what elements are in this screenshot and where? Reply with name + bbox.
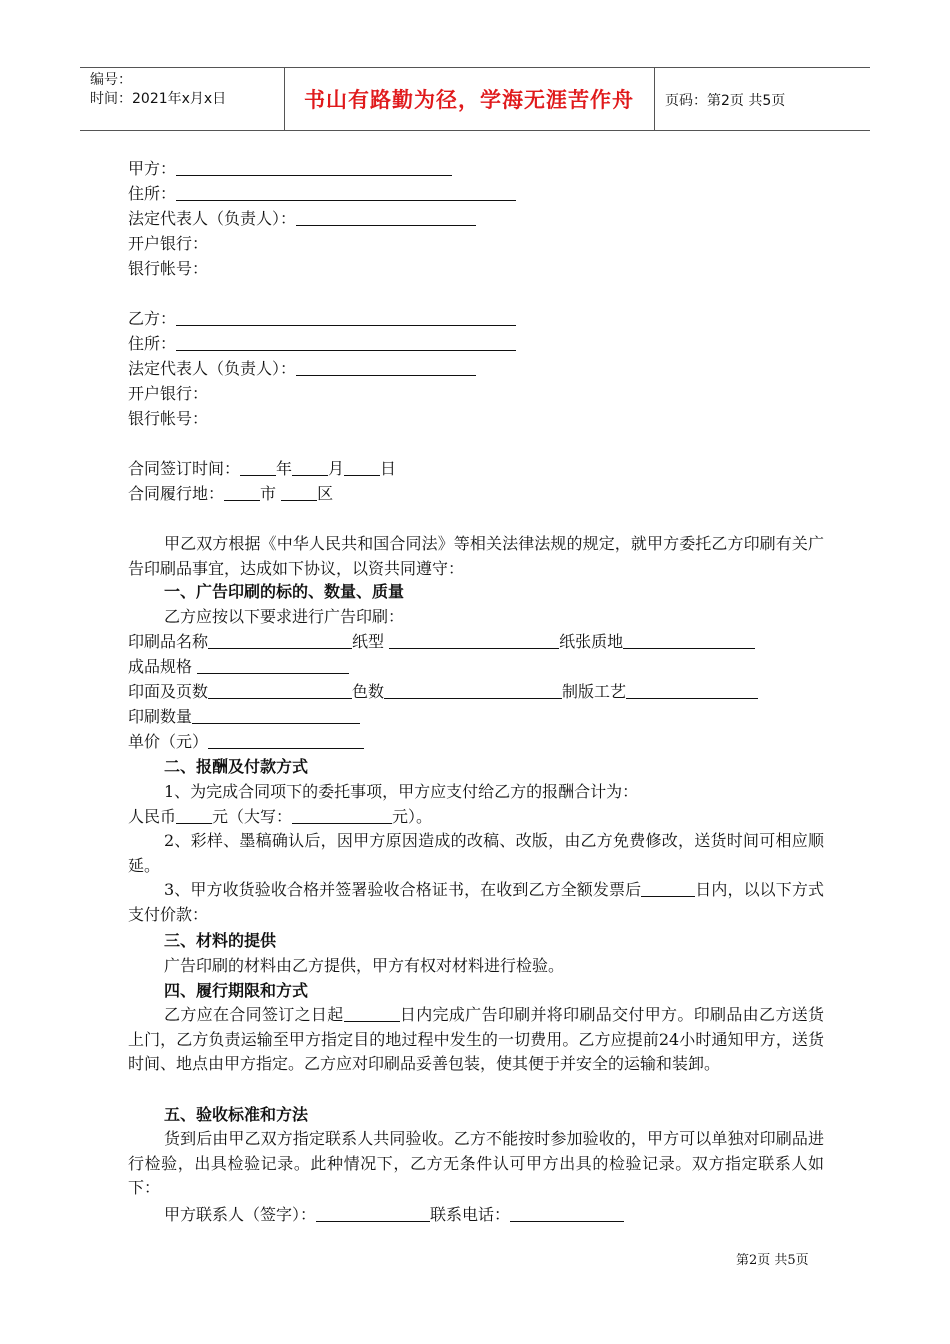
party-b-address-line <box>128 333 516 355</box>
party-a-rep-line <box>128 208 476 230</box>
section-2-title: 二、报酬及付款方式 <box>164 757 309 776</box>
print-name-blank[interactable] <box>208 632 352 649</box>
contract-place-line <box>128 483 333 505</box>
party-b-rep-line <box>128 358 476 380</box>
contact-line <box>164 1204 624 1226</box>
header-page-info: 页码：第2页 共5页 <box>665 93 786 109</box>
party-b-bank: 开户银行： <box>128 384 209 403</box>
party-b-name-blank[interactable] <box>176 309 516 326</box>
sign-time-label: 合同签订时间： <box>128 459 241 478</box>
party-a-name-line <box>128 158 452 180</box>
print-row-4 <box>128 706 360 728</box>
month-label: 月 <box>328 459 345 478</box>
contract-sign-time-line <box>128 458 396 480</box>
paper-type-label: 纸型 <box>352 632 385 651</box>
spec-label: 成品规格 <box>128 657 193 676</box>
s4-paragraph-1 <box>128 1003 824 1077</box>
s3-paragraph-1: 广告印刷的材料由乙方提供，甲方有权对材料进行检验。 <box>164 956 565 975</box>
s2-p3-end: 日内，以以下方式支付价款： <box>128 880 824 924</box>
sign-month-blank[interactable] <box>292 459 328 476</box>
party-b-rep-label: 法定代表人（负责人）： <box>128 359 297 378</box>
s4-p1-end: 日内完成广告印刷并将印刷品交付甲方。印刷品由乙方送货上门，乙方负责运输至甲方指定目的地过程中发生的一切费用。乙方应提前24小时通知甲方，送货时间、地点由甲方指定。乙方应对印刷品妥善包装，使其便于并安全的运输和装卸。 <box>128 1005 824 1073</box>
s2-rmb-line <box>128 806 432 828</box>
payment-days-blank[interactable] <box>641 880 695 897</box>
print-row-5 <box>128 731 364 753</box>
party-a-name-blank[interactable] <box>176 159 452 176</box>
qty-label: 印刷数量 <box>128 707 193 726</box>
party-a-account: 银行帐号： <box>128 259 209 278</box>
yuan-end-label: 元）。 <box>392 807 433 826</box>
contact-sign-blank[interactable] <box>316 1205 430 1222</box>
time-label: 时间：2021年x月x日 <box>90 91 227 107</box>
paper-quality-label: 纸张质地 <box>559 632 624 651</box>
day-label: 日 <box>380 459 397 478</box>
pages-label: 印面及页数 <box>128 682 209 701</box>
district-label: 区 <box>317 484 334 503</box>
spec-blank[interactable] <box>197 657 349 674</box>
print-name-label: 印刷品名称 <box>128 632 209 651</box>
party-b-rep-blank[interactable] <box>296 359 476 376</box>
section-4-title: 四、履行期限和方式 <box>164 981 309 1000</box>
phone-label: 联系电话： <box>430 1205 511 1224</box>
s2-paragraph-1: 1、为完成合同项下的委托事项，甲方应支付给乙方的报酬合计为： <box>164 782 639 801</box>
rmb-capital-blank[interactable] <box>292 807 392 824</box>
rmb-amount-blank[interactable] <box>176 807 212 824</box>
s4-p1-start: 乙方应在合同签订之日起 <box>164 1005 344 1024</box>
place-district-blank[interactable] <box>281 484 317 501</box>
city-label: 市 <box>260 484 277 503</box>
place-city-blank[interactable] <box>224 484 260 501</box>
pages-blank[interactable] <box>208 682 352 699</box>
year-label: 年 <box>276 459 293 478</box>
serial-label: 编号： <box>90 72 132 88</box>
page-footer: 第2页 共5页 <box>736 1253 809 1268</box>
party-b-account: 银行帐号： <box>128 409 209 428</box>
yuan-label: 元（大写： <box>212 807 293 826</box>
paper-quality-blank[interactable] <box>623 632 755 649</box>
print-row-3 <box>128 681 758 703</box>
party-b-address-blank[interactable] <box>176 334 516 351</box>
party-a-name-label: 甲方： <box>128 159 177 178</box>
party-a-rep-blank[interactable] <box>296 209 476 226</box>
delivery-days-blank[interactable] <box>344 1005 400 1022</box>
party-b-name-label: 乙方： <box>128 309 177 328</box>
party-a-address-label: 住所： <box>128 184 177 203</box>
party-b-name-line <box>128 308 516 330</box>
sign-year-blank[interactable] <box>240 459 276 476</box>
s2-p3-start: 3、甲方收货验收合格并签署验收合格证书，在收到乙方全额发票后 <box>164 880 642 899</box>
section-5-title: 五、验收标准和方法 <box>164 1105 309 1124</box>
s2-paragraph-2: 2、彩样、墨稿确认后，因甲方原因造成的改稿、改版，由乙方免费修改，送货时间可相应顺延。 <box>128 831 824 875</box>
section-1-title: 一、广告印刷的标的、数量、质量 <box>164 582 405 601</box>
page-header <box>80 67 870 131</box>
section-1-lead: 乙方应按以下要求进行广告印刷： <box>164 607 405 626</box>
party-b-address-label: 住所： <box>128 334 177 353</box>
section-3-title: 三、材料的提供 <box>164 931 277 950</box>
print-row-1 <box>128 631 755 653</box>
colors-label: 色数 <box>352 682 385 701</box>
colors-blank[interactable] <box>384 682 562 699</box>
s2-paragraph-3 <box>128 878 824 927</box>
price-blank[interactable] <box>208 732 364 749</box>
print-row-2 <box>128 656 349 678</box>
intro-paragraph: 甲乙双方根据《中华人民共和国合同法》等相关法律法规的规定，就甲方委托乙方印刷有关广告印刷品事宜，达成如下协议，以资共同遵守： <box>128 534 824 578</box>
party-a-bank: 开户银行： <box>128 234 209 253</box>
plate-label: 制版工艺 <box>562 682 627 701</box>
place-label: 合同履行地： <box>128 484 225 503</box>
header-motto: 书山有路勤为径，学海无涯苦作舟 <box>304 88 634 112</box>
rmb-label: 人民币 <box>128 807 177 826</box>
price-label: 单价（元） <box>128 732 209 751</box>
header-left <box>90 71 226 109</box>
qty-blank[interactable] <box>192 707 360 724</box>
party-a-rep-label: 法定代表人（负责人）： <box>128 209 297 228</box>
sign-day-blank[interactable] <box>344 459 380 476</box>
paper-type-blank[interactable] <box>389 632 559 649</box>
party-a-address-line <box>128 183 516 205</box>
header-divider-right <box>654 68 655 130</box>
contact-label: 甲方联系人（签字）： <box>164 1205 317 1224</box>
s5-paragraph-1: 货到后由甲乙双方指定联系人共同验收。乙方不能按时参加验收的，甲方可以单独对印刷品进行检验，出具检验记录。此种情况下，乙方无条件认可甲方出具的检验记录。双方指定联系人如下： <box>128 1129 824 1197</box>
party-a-address-blank[interactable] <box>176 184 516 201</box>
phone-blank[interactable] <box>510 1205 624 1222</box>
plate-blank[interactable] <box>626 682 758 699</box>
